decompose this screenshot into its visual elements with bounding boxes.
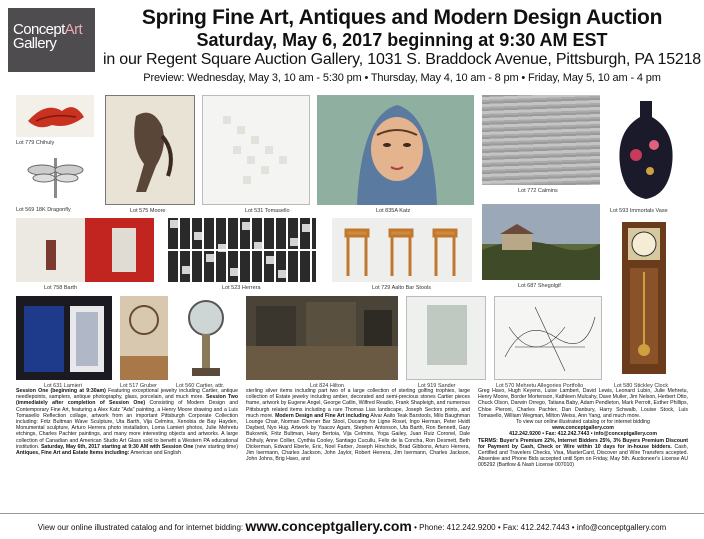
lot-caption: Lot 580 Stickley Clock bbox=[614, 383, 669, 389]
lot-image-shegolgif[interactable] bbox=[482, 204, 600, 280]
body-column-2 bbox=[246, 388, 470, 512]
lot-image-herrera[interactable] bbox=[168, 218, 316, 282]
logo-text-gallery: Gallery bbox=[13, 35, 57, 52]
lot-image-barth[interactable] bbox=[16, 218, 154, 282]
session-two-heading: Session Two (immediately after completion of Session One) bbox=[16, 394, 238, 407]
antiques-text: American and English bbox=[129, 450, 181, 457]
saturday-heading: Saturday, May 6th, 2017 starting at 9:30 AM with Session One bbox=[40, 443, 194, 450]
lot-image-chihuly[interactable] bbox=[16, 95, 94, 137]
lot-caption: Lot 729 Aalto Bar Stools bbox=[372, 285, 432, 291]
auction-location: in our Regent Square Auction Gallery, 1031 S. Braddock Avenue, Pittsburgh, PA 15218 bbox=[102, 51, 702, 68]
concept-gallery-logo bbox=[8, 8, 95, 72]
lot-image-gruber[interactable] bbox=[120, 296, 168, 380]
artists-text: Greg Havo, Hugh Keyens, Luise Lambert, David Lewis, Leonard Lubin, Julie Mehretu, Henry Moore, Border Mortenson, Kathleen Mulcahy, Dave Muller, Jim Nelson, Herbert Otto, Chuck Olson, Darwin Orrego, Tatiana Baby, Adam Pendleton, Mark Perrott, Esther Phillips, Chloe Pieroni, Charles Pachter, Dan Danbury, Harry Schwalb, Louise Stock, Luis Tomasello, William Wegman, Milton Weiss, Ann Yang, and much more. bbox=[478, 388, 688, 419]
logo-text-concept: Concept bbox=[13, 21, 65, 38]
logo-text-art: Art bbox=[64, 21, 83, 38]
catalog-url[interactable]: www.conceptgallery.com bbox=[552, 425, 614, 432]
body-column-1 bbox=[16, 388, 238, 512]
lot-caption: Lot 824 Hilton bbox=[310, 383, 344, 389]
lot-image-aalto-bar-stools[interactable] bbox=[332, 218, 472, 282]
lot-caption: Lot 560 Cartier, attr. bbox=[176, 383, 225, 389]
lot-caption: Lot 687 Shegolgif bbox=[518, 283, 561, 289]
lot-caption: Lot 919 Sander bbox=[418, 383, 456, 389]
lot-caption: Lot 523 Herrera bbox=[222, 285, 261, 291]
lot-image-calmins[interactable] bbox=[482, 95, 600, 185]
terms-text: Cash, Certified and Travelers Checks, Visa, MasterCard, Discover and Wire Transfers accepted. Absentee and Phone Bids accepted until 5pm on Friday, May 5th. Auctioneer's License AU 005292 (Bartlow & Nash License 007010) bbox=[478, 443, 689, 469]
lot-image-cartier[interactable] bbox=[176, 296, 236, 380]
antiques-heading: Antiques, Fine Art and Estate Items including: bbox=[16, 450, 130, 457]
lot-caption: Lot 570 Mehretu Allegories Portfolio bbox=[496, 383, 584, 389]
modern-design-text: Alvar Aalto Teak Barstools, Milo Baughman Lounge Chair, Norman Cherner Bar Stool, Ducamp for Ligne Roset, Ingo Herman, Peter Hvidt Daybed, Nyo Hug. Artwork by Yaacov Agam, Stephen Antonson, Uta Barth, Ron Bennett, Gary Bukovnik, Fritz Bultman, Harry Bertoia, Vija Celmins, Yoga Gailey, Juan Ruiz Coronel, Dale Chihuly, Anne Collier, Cynthia Cooley, Santiago Cucullu, Felix de la Concha, Ron Desmett, Beth Dickerman, Edward Eberle, Eric, Noel Farber, Joseph Hirschick, Brad Gibbons, Arturo Herrera, Jim Isermann, Charles Jackson, John Jaylor, Robert Herrera, Jim Isermann, Charles Jackson, John Johns, Brig Havo, and bbox=[246, 412, 470, 463]
auction-date: Saturday, May 6, 2017 beginning at 9:30 AM EST bbox=[196, 30, 608, 50]
lot-caption: Lot 575 Moore bbox=[130, 208, 166, 214]
estate-items-text: sterling silver items including part two of a large collection of sterling golfing trophies, large collection of Estate jewelry including amber, decorated and semi-precious stones Cartier pieces frame, artwork by Eugene Angel, George Catlin, Wilfred Readio, Frank Shapleigh, and numerous Pittsburgh related items including a rare Thomas Lias landscape, Joseph Sectors prints, and much more. bbox=[246, 388, 470, 419]
terms-heading: TERMS: Buyer's Premium 22%, Internet Bidders 25%, 3% Buyers Premium Discount for Payment by Cash, Check or Wire within 10 days for in-house bidders. bbox=[478, 437, 688, 450]
lot-caption: Lot 531 Tomasello bbox=[245, 208, 290, 214]
view-catalog-text: To view our online illustrated catalog or for internet bidding bbox=[516, 419, 650, 426]
session-two-text: Consisting of Modern Design and Contemporary Fine Art, featuring a Alex Katz "Ada" painting, a Henry Moore drawing and a Luis Tomasello Reflection collage, artwork from an important Pittsburgh Corporate Collection including: Fritz Bultman Wave Sculpture, Uta Barth, Vija Celmins, Xenobia de Bay Hayden, Monumental sculpture, Arturo Herrera photo installation, Loma Lamieri photos, Julie Mehretu etchings, Charles Pachter paintings, and many more interesting objects and artworks. A large collection of Canadian and American Studio Art Glass sold to benefit a Western PA educational institution. bbox=[16, 400, 238, 450]
preview-hours: Preview: Wednesday, May 3, 10 am - 5:30 pm • Thursday, May 4, 10 am - 8 pm • Friday, May 5, 10 am - 4 pm bbox=[143, 72, 661, 84]
footer-bar bbox=[0, 513, 704, 539]
lot-caption: Lot 758 Barth bbox=[44, 285, 78, 291]
footer-contact: • Phone: 412.242.9200 • Fax: 412.242.7443 • info@conceptgallery.com bbox=[411, 523, 667, 532]
lot-image-immortals-vase[interactable] bbox=[606, 95, 686, 205]
lot-image-sander[interactable] bbox=[406, 296, 486, 380]
lot-caption: Lot 517 Gruber bbox=[120, 383, 157, 389]
lot-caption: Lot 593 Immortals Vase bbox=[610, 208, 668, 214]
lot-caption: Lot 772 Calmins bbox=[518, 188, 558, 194]
lot-caption: Lot 835A Katz bbox=[376, 208, 411, 214]
footer-url[interactable]: www.conceptgallery.com bbox=[245, 518, 412, 534]
lot-image-tomasello[interactable] bbox=[202, 95, 310, 205]
lot-image-stickley-clock[interactable] bbox=[608, 218, 680, 378]
lot-caption: Lot 631 Lamieri bbox=[44, 383, 82, 389]
modern-design-heading: Modern Design and Fine Art including bbox=[275, 412, 370, 419]
lot-image-mehretu[interactable] bbox=[494, 296, 602, 380]
contact-info: 412.242.9200 • Fax: 412.242.7443 • info@conceptgallery.com bbox=[509, 431, 657, 438]
session-one-text: Featuring exceptional jewelry including Cartier, antique needlepoints, samplers, antique photography, glass, porcelain, and much more. bbox=[16, 388, 238, 401]
auction-title: Spring Fine Art, Antiques and Modern Design Auction bbox=[141, 6, 663, 29]
session-one-heading: Session One (beginning at 9:30am) bbox=[16, 388, 106, 394]
lot-image-lamieri[interactable] bbox=[16, 296, 112, 380]
lot-caption: Lot 569 18K Dragonfly bbox=[16, 207, 71, 213]
lot-image-moore[interactable] bbox=[105, 95, 195, 205]
lot-image-katz[interactable] bbox=[317, 95, 474, 205]
body-column-3 bbox=[478, 388, 688, 512]
lot-image-dragonfly[interactable] bbox=[16, 150, 94, 204]
lot-image-hilton[interactable] bbox=[246, 296, 398, 380]
saturday-text: (new starting time) bbox=[193, 443, 238, 450]
footer-lead: View our online illustrated catalog and for internet bidding: bbox=[37, 523, 244, 532]
lot-caption: Lot 779 Chihuly bbox=[16, 140, 55, 146]
